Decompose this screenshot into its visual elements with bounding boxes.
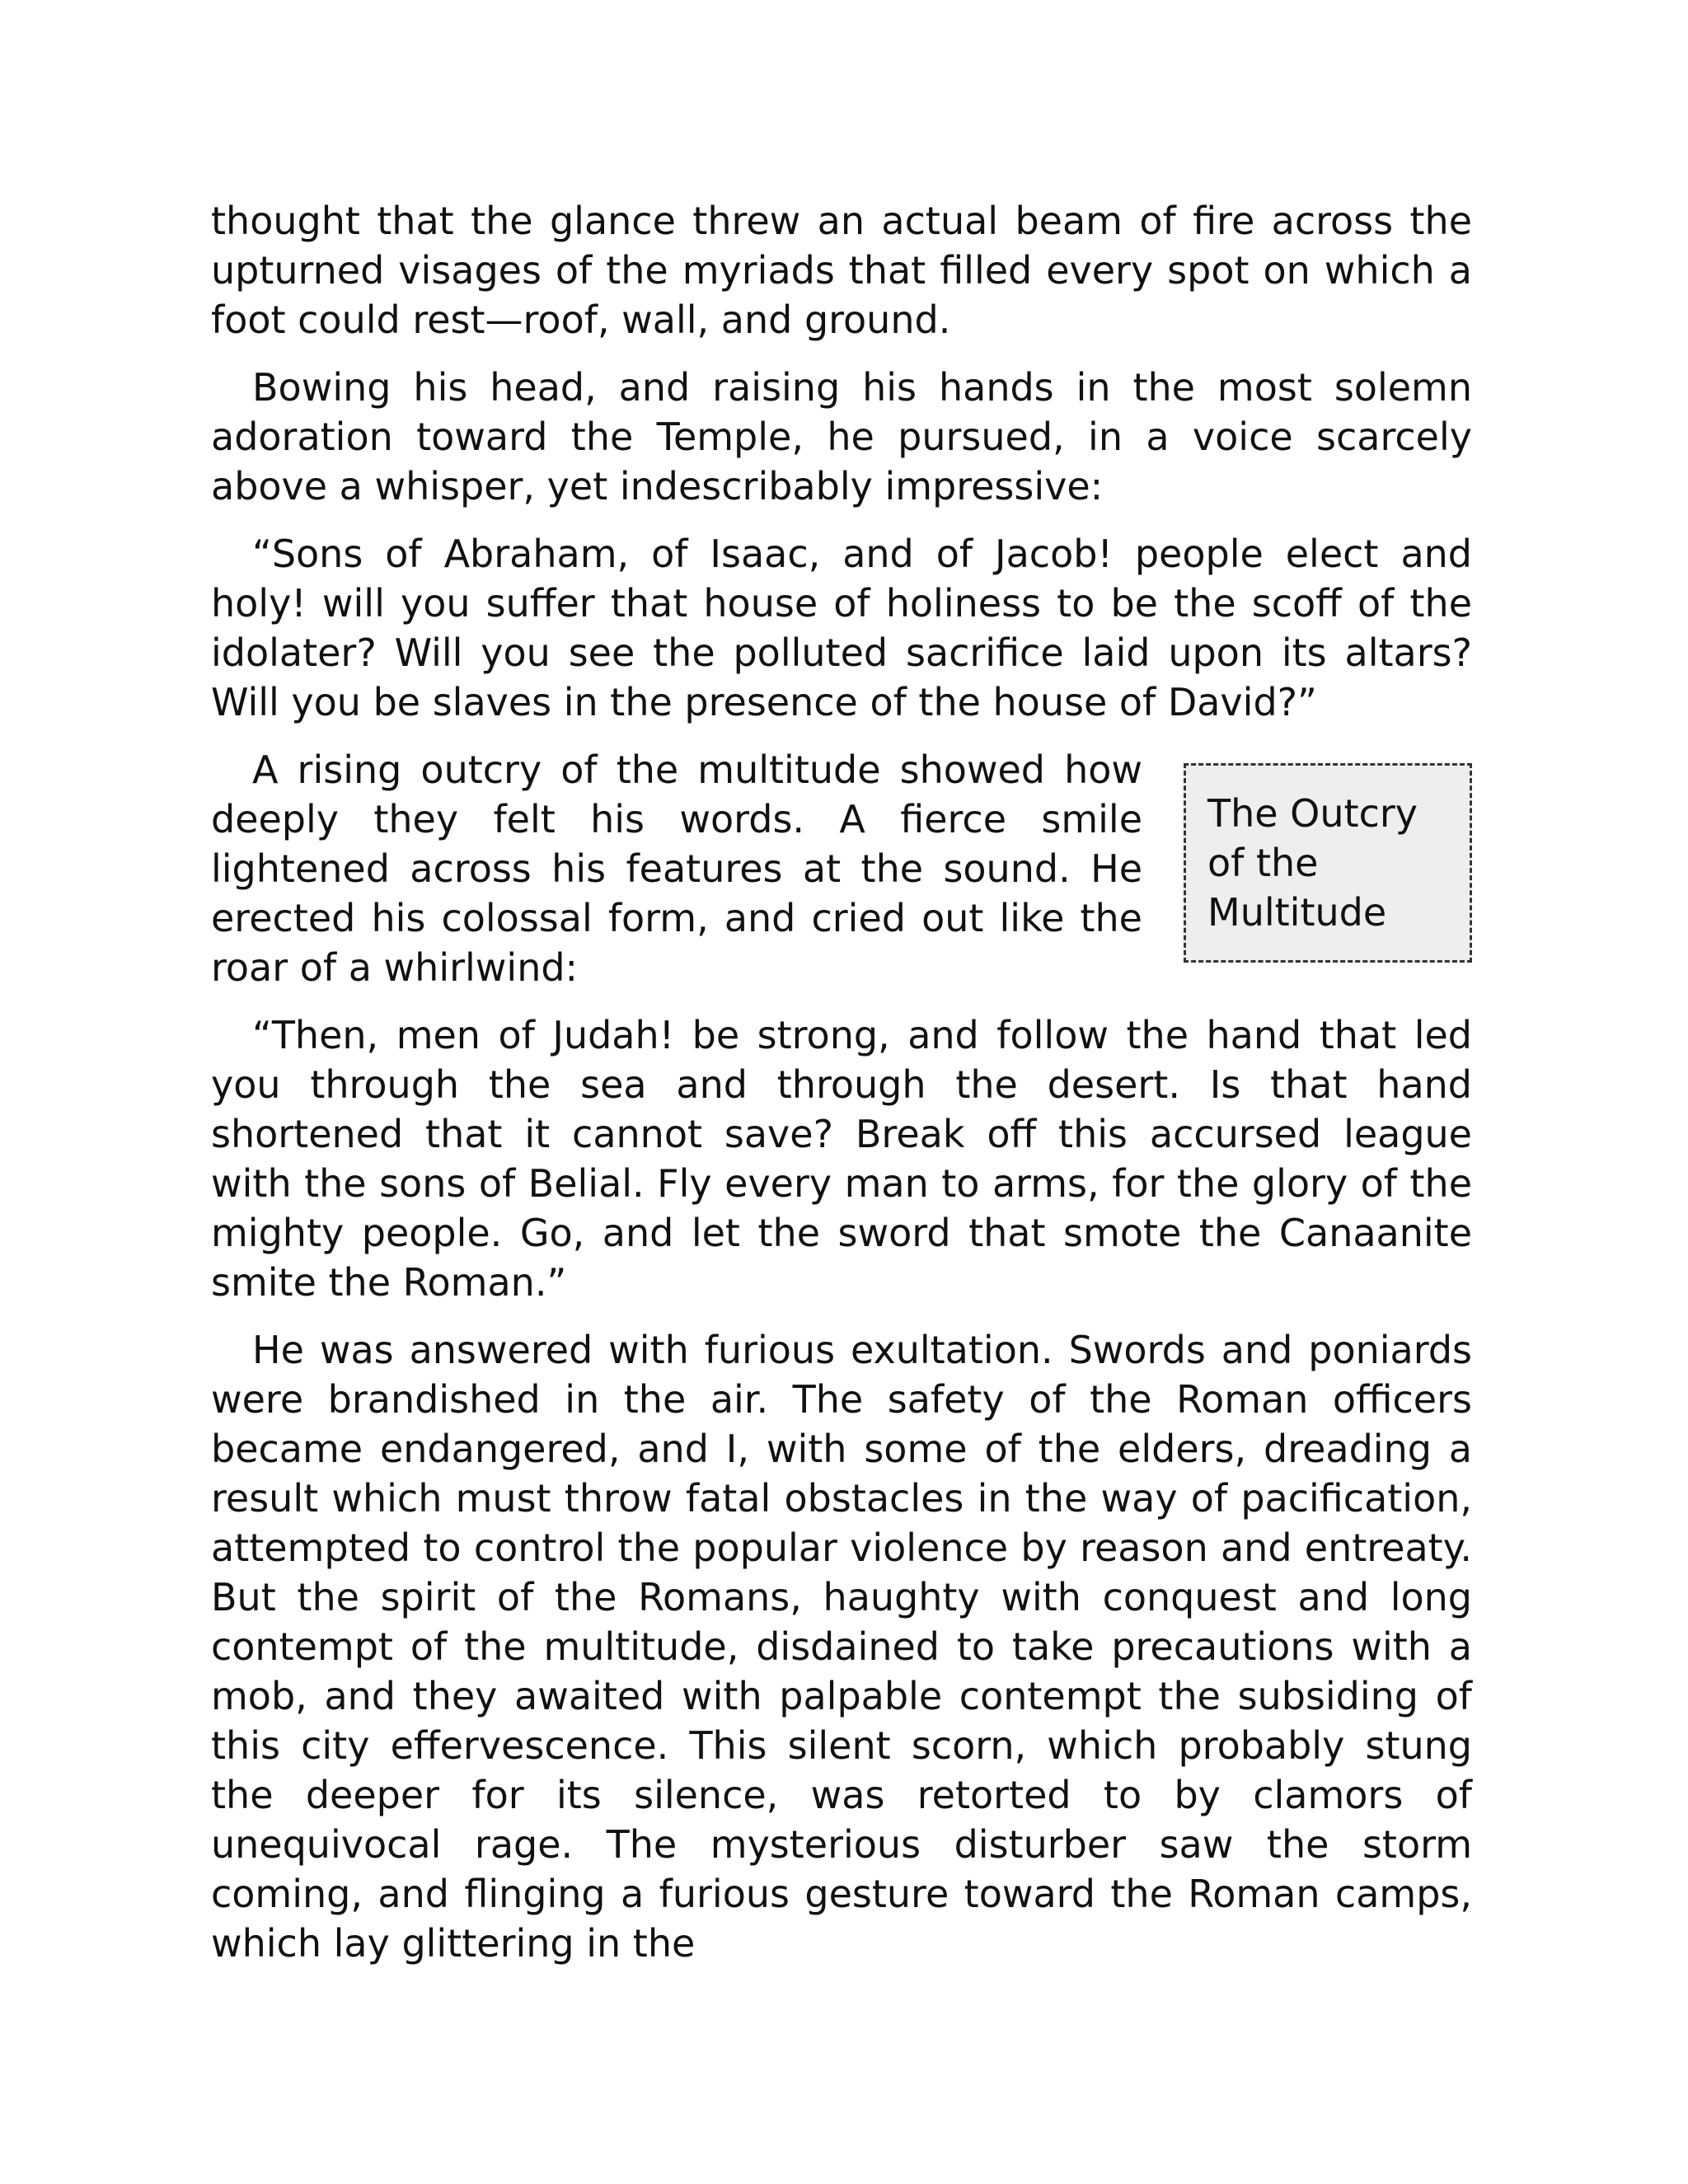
- sidenote-text: The Outcry of the Multitude: [1207, 791, 1418, 935]
- page-body: [211, 196, 1472, 1986]
- paragraph-3: “Sons of Abraham, of Isaac, and of Jacob! people elect and holy! will you suffer that house of holiness to be the scoff of the idolater? Will you see the polluted sacrifice laid upon its altars? Will you be slaves in the presence of the house of David?”: [211, 532, 1472, 724]
- paragraph-4: A rising outcry of the multitude showed how deeply they felt his words. A fierce smile lightened across his features at the sound. He erected his colossal form, and cried out like the roar of a whirlwind:: [211, 748, 1142, 990]
- paragraph-5: “Then, men of Judah! be strong, and follow the hand that led you through the sea and through the desert. Is that hand shortened that it cannot save? Break off this accursed league with the sons of Belial. Fly every man to arms, for the glory of the mighty people. Go, and let the sword that smote the Canaanite smite the Roman.”: [211, 1013, 1472, 1305]
- paragraph-6: He was answered with furious exultation. Swords and poniards were brandished in the air. The safety of the Roman officers became endangered, and I, with some of the elders, dreading a result which must throw fatal obstacles in the way of pacification, attempted to control the popular violence by reason and entreaty. But the spirit of the Romans, haughty with conquest and long contempt of the multitude, disdained to take precautions with a mob, and they awaited with palpable contempt the subsiding of this city effervescence. This silent scorn, which probably stung the deeper for its silence, was retorted to by clamors of unequivocal rage. The mysterious disturber saw the storm coming, and flinging a furious gesture toward the Roman camps, which lay glittering in the: [211, 1328, 1472, 1966]
- sidenote-box: [1184, 763, 1472, 963]
- paragraph-1: thought that the glance threw an actual beam of fire across the upturned visages of the myriads that filled every spot on which a foot could rest—roof, wall, and ground.: [211, 199, 1472, 342]
- paragraph-2: Bowing his head, and raising his hands in the most solemn adoration toward the Temple, he pursued, in a voice scarcely above a whisper, yet indescribably impressive:: [211, 365, 1472, 509]
